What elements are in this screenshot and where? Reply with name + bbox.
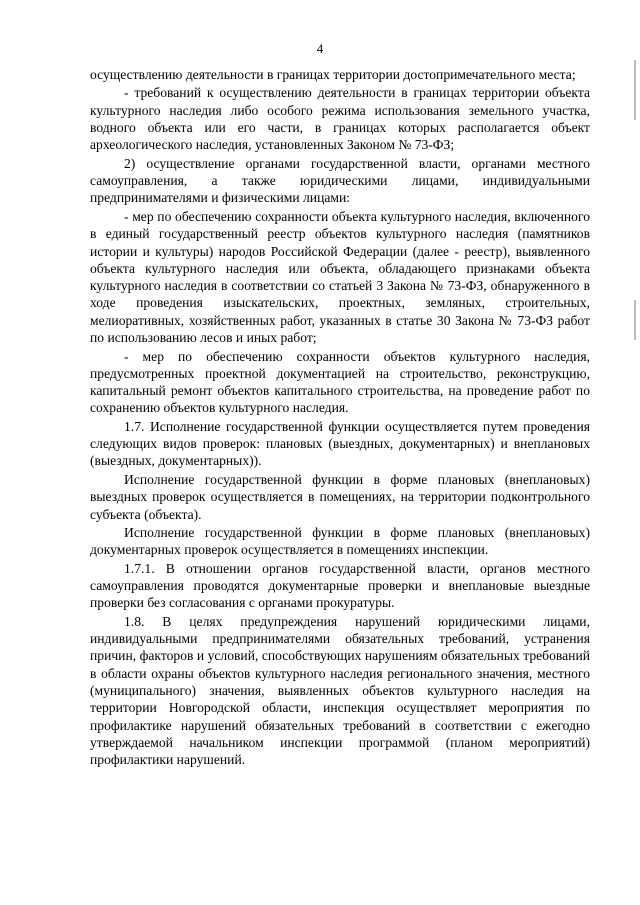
document-body bbox=[90, 66, 590, 770]
paragraph: 1.8. В целях предупреждения нарушений юридическими лицами, индивидуальными предпринимателями обязательных требований, устранения причин, факторов и условий, способствующих нарушениям обязательных требований в области охраны объектов культурного наследия регионального значения, местного (муниципального) значения, выявленных объектов культурного наследия на территории Новгородской области, инспекция осуществляет мероприятия по профилактике нарушений обязательных требований в соответствии с ежегодно утверждаемой начальником инспекции программой (планом мероприятий) профилактики нарушений. bbox=[90, 613, 590, 768]
paragraph: Исполнение государственной функции в форме плановых (внеплановых) выездных проверок осуществляется в помещениях, на территории подконтрольного субъекта (объекта). bbox=[90, 471, 590, 522]
scan-edge-mark bbox=[634, 300, 636, 340]
paragraph: осуществлению деятельности в границах территории достопримечательного места; bbox=[90, 67, 576, 82]
paragraph: 1.7. Исполнение государственной функции осуществляется путем проведения следующих видов проверок: плановых (выездных, документарных) и внеплановых (выездных, документарных)). bbox=[90, 418, 590, 469]
scan-edge-mark bbox=[634, 60, 636, 120]
paragraph: - мер по обеспечению сохранности объектов культурного наследия, предусмотренных проектной документацией на строительство, реконструкцию, капитальный ремонт объектов капитального строительства, на проведение работ по сохранению объектов культурного наследия. bbox=[90, 348, 590, 416]
paragraph: - мер по обеспечению сохранности объекта культурного наследия, включенного в единый государственный реестр объектов культурного наследия (памятников истории и культуры) народов Российской Федерации (далее - реестр), выявленного объекта культурного наследия или объекта, обладающего признаками объекта культурного наследия в соответствии со статьей 3 Закона № 73-ФЗ, обнаруженного в ходе проведения изыскательских, проектных, земляных, строительных, мелиоративных, хозяйственных работ, указанных в статье 30 Закона № 73-ФЗ работ по использованию лесов и иных работ; bbox=[90, 208, 590, 346]
paragraph: 2) осуществление органами государственной власти, органами местного самоуправления, а также юридическими лицами, индивидуальными предпринимателями и физическими лицами: bbox=[90, 155, 590, 206]
page-number: 4 bbox=[316, 41, 324, 56]
paragraph: 1.7.1. В отношении органов государственной власти, органов местного самоуправления проводятся документарные проверки и внеплановые выездные проверки без согласования с органами прокуратуры. bbox=[90, 560, 590, 611]
paragraph: - требований к осуществлению деятельности в границах территории объекта культурного наследия либо особого режима использования земельного участка, водного объекта или его части, в границах которых располагается объект археологического наследия, установленных Законом № 73-ФЗ; bbox=[90, 85, 590, 153]
paragraph: Исполнение государственной функции в форме плановых (внеплановых) документарных проверок осуществляется в помещениях инспекции. bbox=[90, 525, 590, 558]
